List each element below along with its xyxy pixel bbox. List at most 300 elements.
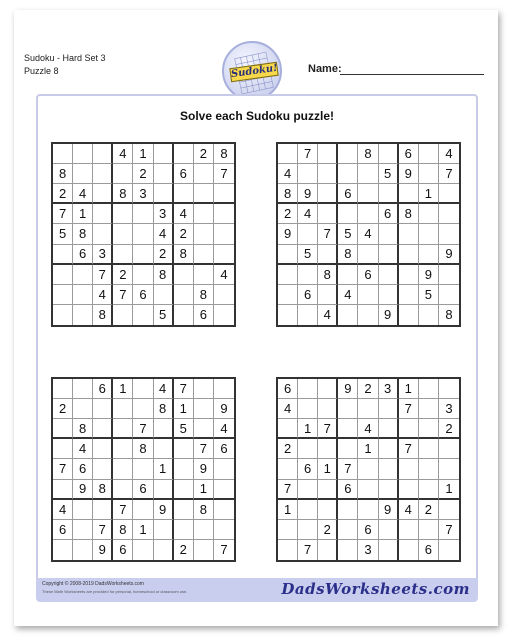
sudoku-cell[interactable] bbox=[214, 245, 234, 265]
sudoku-cell[interactable] bbox=[278, 265, 298, 285]
sudoku-cell[interactable] bbox=[278, 285, 298, 305]
sudoku-cell[interactable]: 5 bbox=[338, 224, 358, 244]
sudoku-cell[interactable] bbox=[214, 285, 234, 305]
sudoku-cell[interactable] bbox=[113, 245, 133, 265]
sudoku-cell[interactable] bbox=[379, 540, 399, 560]
sudoku-cell[interactable] bbox=[214, 500, 234, 520]
sudoku-cell[interactable] bbox=[214, 520, 234, 540]
sudoku-cell[interactable] bbox=[154, 520, 174, 540]
sudoku-cell[interactable] bbox=[278, 245, 298, 265]
sudoku-cell[interactable] bbox=[379, 285, 399, 305]
sudoku-cell[interactable] bbox=[133, 379, 153, 399]
sudoku-cell[interactable] bbox=[439, 500, 459, 520]
sudoku-cell[interactable] bbox=[113, 419, 133, 439]
sudoku-cell[interactable]: 3 bbox=[439, 399, 459, 419]
sudoku-cell[interactable] bbox=[358, 459, 378, 479]
sudoku-cell[interactable]: 8 bbox=[194, 285, 214, 305]
sudoku-cell[interactable] bbox=[379, 184, 399, 204]
sudoku-cell[interactable] bbox=[278, 419, 298, 439]
sudoku-cell[interactable] bbox=[154, 285, 174, 305]
sudoku-cell[interactable]: 5 bbox=[154, 305, 174, 325]
sudoku-cell[interactable]: 8 bbox=[133, 439, 153, 459]
sudoku-cell[interactable] bbox=[419, 419, 439, 439]
sudoku-cell[interactable]: 8 bbox=[174, 245, 194, 265]
sudoku-cell[interactable] bbox=[338, 500, 358, 520]
sudoku-cell[interactable] bbox=[113, 224, 133, 244]
sudoku-cell[interactable] bbox=[93, 419, 113, 439]
sudoku-cell[interactable] bbox=[318, 439, 338, 459]
sudoku-cell[interactable]: 2 bbox=[53, 399, 73, 419]
sudoku-cell[interactable] bbox=[439, 459, 459, 479]
sudoku-cell[interactable]: 7 bbox=[298, 540, 318, 560]
sudoku-cell[interactable] bbox=[214, 224, 234, 244]
sudoku-cell[interactable]: 6 bbox=[93, 379, 113, 399]
sudoku-cell[interactable]: 8 bbox=[53, 164, 73, 184]
sudoku-cell[interactable] bbox=[399, 540, 419, 560]
sudoku-cell[interactable] bbox=[379, 439, 399, 459]
sudoku-cell[interactable]: 4 bbox=[73, 184, 93, 204]
sudoku-cell[interactable] bbox=[318, 540, 338, 560]
sudoku-cell[interactable] bbox=[194, 419, 214, 439]
sudoku-cell[interactable] bbox=[194, 224, 214, 244]
sudoku-cell[interactable]: 2 bbox=[174, 540, 194, 560]
sudoku-cell[interactable]: 8 bbox=[154, 265, 174, 285]
sudoku-cell[interactable]: 4 bbox=[278, 164, 298, 184]
sudoku-cell[interactable] bbox=[53, 379, 73, 399]
sudoku-cell[interactable]: 7 bbox=[399, 399, 419, 419]
name-line[interactable] bbox=[340, 74, 484, 75]
sudoku-cell[interactable] bbox=[358, 285, 378, 305]
sudoku-cell[interactable] bbox=[73, 164, 93, 184]
sudoku-cell[interactable]: 4 bbox=[278, 399, 298, 419]
sudoku-cell[interactable]: 3 bbox=[93, 245, 113, 265]
sudoku-cell[interactable] bbox=[113, 480, 133, 500]
sudoku-cell[interactable] bbox=[298, 480, 318, 500]
sudoku-cell[interactable] bbox=[174, 500, 194, 520]
sudoku-cell[interactable]: 6 bbox=[399, 144, 419, 164]
sudoku-cell[interactable]: 7 bbox=[113, 500, 133, 520]
sudoku-cell[interactable] bbox=[214, 459, 234, 479]
sudoku-cell[interactable]: 4 bbox=[318, 305, 338, 325]
sudoku-cell[interactable] bbox=[318, 399, 338, 419]
sudoku-cell[interactable]: 1 bbox=[419, 184, 439, 204]
sudoku-cell[interactable]: 2 bbox=[113, 265, 133, 285]
sudoku-cell[interactable] bbox=[53, 305, 73, 325]
sudoku-cell[interactable]: 8 bbox=[93, 305, 113, 325]
sudoku-cell[interactable] bbox=[53, 245, 73, 265]
sudoku-cell[interactable] bbox=[113, 459, 133, 479]
sudoku-cell[interactable] bbox=[278, 459, 298, 479]
sudoku-cell[interactable]: 4 bbox=[298, 204, 318, 224]
sudoku-cell[interactable]: 8 bbox=[154, 399, 174, 419]
sudoku-cell[interactable]: 8 bbox=[399, 204, 419, 224]
sudoku-cell[interactable]: 1 bbox=[399, 379, 419, 399]
sudoku-cell[interactable] bbox=[154, 480, 174, 500]
sudoku-cell[interactable] bbox=[133, 399, 153, 419]
sudoku-cell[interactable]: 2 bbox=[439, 419, 459, 439]
sudoku-cell[interactable] bbox=[298, 224, 318, 244]
sudoku-cell[interactable] bbox=[214, 204, 234, 224]
sudoku-cell[interactable]: 3 bbox=[154, 204, 174, 224]
sudoku-cell[interactable]: 9 bbox=[278, 224, 298, 244]
sudoku-cell[interactable]: 7 bbox=[220, 542, 228, 558]
sudoku-cell[interactable] bbox=[358, 204, 378, 224]
sudoku-cell[interactable]: 7 bbox=[93, 265, 113, 285]
sudoku-cell[interactable] bbox=[73, 285, 93, 305]
sudoku-cell[interactable] bbox=[338, 164, 358, 184]
sudoku-cell[interactable] bbox=[133, 245, 153, 265]
sudoku-cell[interactable]: 1 bbox=[439, 480, 459, 500]
sudoku-cell[interactable] bbox=[358, 184, 378, 204]
sudoku-cell[interactable] bbox=[298, 439, 318, 459]
sudoku-cell[interactable] bbox=[133, 204, 153, 224]
sudoku-cell[interactable] bbox=[194, 399, 214, 419]
sudoku-cell[interactable] bbox=[194, 245, 214, 265]
sudoku-cell[interactable] bbox=[214, 379, 234, 399]
sudoku-cell[interactable] bbox=[419, 144, 439, 164]
sudoku-cell[interactable] bbox=[133, 224, 153, 244]
sudoku-cell[interactable] bbox=[379, 520, 399, 540]
sudoku-cell[interactable] bbox=[154, 540, 174, 560]
sudoku-cell[interactable]: 8 bbox=[278, 184, 298, 204]
sudoku-cell[interactable] bbox=[338, 540, 358, 560]
sudoku-cell[interactable]: 4 bbox=[113, 144, 133, 164]
sudoku-cell[interactable] bbox=[73, 379, 93, 399]
sudoku-cell[interactable] bbox=[93, 224, 113, 244]
sudoku-cell[interactable] bbox=[214, 305, 234, 325]
sudoku-cell[interactable]: 9 bbox=[214, 399, 234, 419]
sudoku-cell[interactable] bbox=[298, 305, 318, 325]
sudoku-cell[interactable] bbox=[379, 265, 399, 285]
sudoku-cell[interactable] bbox=[439, 379, 459, 399]
sudoku-cell[interactable] bbox=[379, 224, 399, 244]
sudoku-cell[interactable]: 1 bbox=[194, 480, 214, 500]
sudoku-cell[interactable] bbox=[53, 265, 73, 285]
sudoku-cell[interactable] bbox=[338, 520, 358, 540]
sudoku-cell[interactable]: 9 bbox=[338, 379, 358, 399]
sudoku-cell[interactable] bbox=[73, 305, 93, 325]
sudoku-cell[interactable]: 7 bbox=[338, 459, 358, 479]
sudoku-cell[interactable]: 4 bbox=[358, 224, 378, 244]
sudoku-cell[interactable]: 9 bbox=[154, 500, 174, 520]
sudoku-cell[interactable] bbox=[214, 480, 234, 500]
sudoku-cell[interactable] bbox=[113, 399, 133, 419]
sudoku-cell[interactable]: 6 bbox=[174, 164, 194, 184]
sudoku-cell[interactable]: 1 bbox=[298, 419, 318, 439]
sudoku-cell[interactable]: 1 bbox=[174, 399, 194, 419]
sudoku-cell[interactable]: 4 bbox=[399, 500, 419, 520]
sudoku-cell[interactable] bbox=[174, 184, 194, 204]
sudoku-cell[interactable]: 4 bbox=[338, 285, 358, 305]
sudoku-cell[interactable] bbox=[298, 399, 318, 419]
sudoku-cell[interactable] bbox=[53, 540, 73, 560]
sudoku-cell[interactable]: 6 bbox=[214, 439, 234, 459]
sudoku-cell[interactable] bbox=[318, 285, 338, 305]
sudoku-cell[interactable]: 6 bbox=[379, 204, 399, 224]
sudoku-cell[interactable] bbox=[419, 245, 439, 265]
sudoku-cell[interactable] bbox=[194, 520, 214, 540]
sudoku-cell[interactable] bbox=[318, 245, 338, 265]
sudoku-cell[interactable] bbox=[133, 459, 153, 479]
sudoku-cell[interactable]: 1 bbox=[113, 379, 133, 399]
sudoku-cell[interactable] bbox=[399, 224, 419, 244]
sudoku-cell[interactable] bbox=[93, 144, 113, 164]
sudoku-cell[interactable]: 7 bbox=[439, 164, 459, 184]
sudoku-cell[interactable]: 6 bbox=[53, 520, 73, 540]
sudoku-cell[interactable] bbox=[93, 439, 113, 459]
sudoku-cell[interactable]: 1 bbox=[133, 144, 153, 164]
sudoku-cell[interactable] bbox=[174, 144, 194, 164]
sudoku-cell[interactable]: 8 bbox=[113, 520, 133, 540]
sudoku-cell[interactable]: 6 bbox=[358, 520, 378, 540]
sudoku-cell[interactable] bbox=[379, 144, 399, 164]
sudoku-cell[interactable]: 7 bbox=[318, 419, 338, 439]
sudoku-cell[interactable]: 2 bbox=[318, 520, 338, 540]
sudoku-cell[interactable] bbox=[194, 379, 214, 399]
sudoku-cell[interactable] bbox=[53, 480, 73, 500]
sudoku-cell[interactable] bbox=[154, 419, 174, 439]
sudoku-cell[interactable] bbox=[399, 459, 419, 479]
sudoku-cell[interactable]: 2 bbox=[358, 379, 378, 399]
sudoku-cell[interactable]: 2 bbox=[278, 439, 298, 459]
sudoku-cell[interactable]: 8 bbox=[194, 500, 214, 520]
sudoku-cell[interactable]: 7 bbox=[278, 480, 298, 500]
sudoku-cell[interactable]: 7 bbox=[194, 439, 214, 459]
sudoku-cell[interactable] bbox=[174, 439, 194, 459]
sudoku-cell[interactable]: 1 bbox=[358, 439, 378, 459]
sudoku-cell[interactable]: 9 bbox=[93, 540, 113, 560]
sudoku-cell[interactable] bbox=[399, 265, 419, 285]
sudoku-cell[interactable] bbox=[93, 500, 113, 520]
sudoku-cell[interactable]: 8 bbox=[358, 144, 378, 164]
sudoku-cell[interactable]: 9 bbox=[419, 265, 439, 285]
sudoku-cell[interactable] bbox=[419, 399, 439, 419]
sudoku-cell[interactable]: 2 bbox=[154, 245, 174, 265]
sudoku-cell[interactable]: 7 bbox=[399, 439, 419, 459]
sudoku-cell[interactable]: 1 bbox=[318, 459, 338, 479]
sudoku-cell[interactable] bbox=[318, 144, 338, 164]
sudoku-cell[interactable]: 3 bbox=[358, 540, 378, 560]
sudoku-cell[interactable] bbox=[379, 480, 399, 500]
sudoku-cell[interactable] bbox=[439, 184, 459, 204]
sudoku-cell[interactable] bbox=[298, 520, 318, 540]
sudoku-cell[interactable]: 7 bbox=[113, 285, 133, 305]
sudoku-cell[interactable] bbox=[399, 184, 419, 204]
sudoku-cell[interactable] bbox=[53, 285, 73, 305]
sudoku-cell[interactable] bbox=[133, 500, 153, 520]
sudoku-cell[interactable]: 4 bbox=[214, 265, 234, 285]
sudoku-cell[interactable] bbox=[358, 164, 378, 184]
sudoku-cell[interactable] bbox=[318, 379, 338, 399]
sudoku-cell[interactable]: 8 bbox=[214, 144, 234, 164]
sudoku-cell[interactable] bbox=[298, 500, 318, 520]
sudoku-cell[interactable] bbox=[439, 285, 459, 305]
sudoku-cell[interactable]: 8 bbox=[113, 184, 133, 204]
sudoku-cell[interactable] bbox=[73, 520, 93, 540]
sudoku-cell[interactable] bbox=[399, 245, 419, 265]
sudoku-cell[interactable] bbox=[174, 285, 194, 305]
sudoku-cell[interactable]: 4 bbox=[93, 285, 113, 305]
sudoku-cell[interactable] bbox=[358, 305, 378, 325]
sudoku-cell[interactable]: 6 bbox=[278, 379, 298, 399]
sudoku-cell[interactable] bbox=[93, 459, 113, 479]
sudoku-cell[interactable]: 7 bbox=[53, 459, 73, 479]
sudoku-cell[interactable]: 4 bbox=[73, 439, 93, 459]
sudoku-cell[interactable] bbox=[318, 204, 338, 224]
sudoku-cell[interactable]: 8 bbox=[93, 480, 113, 500]
sudoku-cell[interactable] bbox=[318, 164, 338, 184]
sudoku-cell[interactable] bbox=[278, 305, 298, 325]
sudoku-cell[interactable] bbox=[439, 439, 459, 459]
sudoku-cell[interactable] bbox=[338, 144, 358, 164]
sudoku-cell[interactable] bbox=[358, 399, 378, 419]
sudoku-cell[interactable]: 2 bbox=[194, 144, 214, 164]
sudoku-cell[interactable] bbox=[53, 144, 73, 164]
sudoku-cell[interactable]: 7 bbox=[439, 520, 459, 540]
sudoku-cell[interactable] bbox=[278, 144, 298, 164]
sudoku-cell[interactable] bbox=[439, 204, 459, 224]
sudoku-cell[interactable]: 8 bbox=[73, 419, 93, 439]
sudoku-cell[interactable] bbox=[419, 379, 439, 399]
sudoku-cell[interactable]: 4 bbox=[358, 419, 378, 439]
sudoku-cell[interactable] bbox=[419, 204, 439, 224]
sudoku-cell[interactable] bbox=[73, 399, 93, 419]
sudoku-cell[interactable]: 1 bbox=[73, 204, 93, 224]
sudoku-cell[interactable] bbox=[379, 419, 399, 439]
sudoku-cell[interactable] bbox=[358, 480, 378, 500]
sudoku-cell[interactable] bbox=[278, 520, 298, 540]
sudoku-cell[interactable] bbox=[73, 540, 93, 560]
sudoku-cell[interactable] bbox=[278, 540, 298, 560]
sudoku-cell[interactable]: 7 bbox=[133, 419, 153, 439]
sudoku-cell[interactable]: 6 bbox=[298, 285, 318, 305]
sudoku-cell[interactable]: 5 bbox=[419, 285, 439, 305]
sudoku-cell[interactable]: 4 bbox=[174, 204, 194, 224]
sudoku-cell[interactable] bbox=[194, 184, 214, 204]
sudoku-cell[interactable]: 8 bbox=[338, 245, 358, 265]
sudoku-cell[interactable] bbox=[419, 164, 439, 184]
sudoku-cell[interactable] bbox=[174, 459, 194, 479]
sudoku-cell[interactable]: 8 bbox=[73, 224, 93, 244]
sudoku-cell[interactable] bbox=[439, 540, 459, 560]
sudoku-cell[interactable] bbox=[214, 184, 234, 204]
sudoku-cell[interactable]: 7 bbox=[298, 144, 318, 164]
sudoku-cell[interactable]: 9 bbox=[73, 480, 93, 500]
sudoku-cell[interactable]: 9 bbox=[194, 459, 214, 479]
sudoku-cell[interactable] bbox=[194, 540, 214, 560]
sudoku-cell[interactable] bbox=[73, 265, 93, 285]
sudoku-cell[interactable] bbox=[379, 245, 399, 265]
sudoku-cell[interactable] bbox=[298, 379, 318, 399]
sudoku-cell[interactable]: 5 bbox=[174, 419, 194, 439]
sudoku-cell[interactable] bbox=[399, 480, 419, 500]
sudoku-cell[interactable] bbox=[419, 439, 439, 459]
sudoku-cell[interactable] bbox=[93, 399, 113, 419]
sudoku-cell[interactable] bbox=[338, 439, 358, 459]
sudoku-cell[interactable]: 3 bbox=[379, 379, 399, 399]
sudoku-cell[interactable]: 1 bbox=[133, 520, 153, 540]
sudoku-cell[interactable]: 5 bbox=[53, 224, 73, 244]
sudoku-cell[interactable] bbox=[133, 540, 153, 560]
sudoku-cell[interactable] bbox=[338, 419, 358, 439]
sudoku-cell[interactable] bbox=[53, 439, 73, 459]
sudoku-cell[interactable] bbox=[73, 144, 93, 164]
sudoku-cell[interactable] bbox=[338, 305, 358, 325]
sudoku-cell[interactable] bbox=[113, 439, 133, 459]
sudoku-cell[interactable]: 5 bbox=[298, 245, 318, 265]
sudoku-cell[interactable]: 5 bbox=[379, 164, 399, 184]
sudoku-cell[interactable] bbox=[53, 419, 73, 439]
sudoku-cell[interactable] bbox=[154, 184, 174, 204]
sudoku-cell[interactable] bbox=[93, 164, 113, 184]
sudoku-cell[interactable] bbox=[133, 265, 153, 285]
sudoku-cell[interactable]: 6 bbox=[358, 265, 378, 285]
sudoku-cell[interactable]: 3 bbox=[133, 184, 153, 204]
sudoku-cell[interactable] bbox=[73, 500, 93, 520]
sudoku-cell[interactable]: 7 bbox=[53, 204, 73, 224]
sudoku-cell[interactable] bbox=[399, 305, 419, 325]
sudoku-cell[interactable] bbox=[338, 204, 358, 224]
sudoku-cell[interactable]: 9 bbox=[379, 500, 399, 520]
sudoku-cell[interactable] bbox=[133, 305, 153, 325]
sudoku-cell[interactable]: 2 bbox=[419, 500, 439, 520]
sudoku-cell[interactable]: 8 bbox=[445, 307, 453, 323]
sudoku-cell[interactable] bbox=[154, 144, 174, 164]
sudoku-cell[interactable]: 6 bbox=[113, 540, 133, 560]
sudoku-cell[interactable]: 8 bbox=[318, 265, 338, 285]
sudoku-cell[interactable]: 7 bbox=[318, 224, 338, 244]
sudoku-cell[interactable] bbox=[419, 305, 439, 325]
sudoku-cell[interactable] bbox=[194, 164, 214, 184]
sudoku-cell[interactable] bbox=[399, 419, 419, 439]
sudoku-cell[interactable] bbox=[174, 265, 194, 285]
sudoku-cell[interactable] bbox=[154, 439, 174, 459]
sudoku-cell[interactable]: 4 bbox=[154, 224, 174, 244]
sudoku-cell[interactable] bbox=[174, 520, 194, 540]
sudoku-cell[interactable] bbox=[358, 245, 378, 265]
sudoku-cell[interactable]: 9 bbox=[399, 164, 419, 184]
sudoku-cell[interactable]: 4 bbox=[53, 500, 73, 520]
sudoku-cell[interactable] bbox=[399, 285, 419, 305]
sudoku-cell[interactable]: 7 bbox=[214, 164, 234, 184]
sudoku-cell[interactable] bbox=[93, 184, 113, 204]
sudoku-cell[interactable] bbox=[419, 480, 439, 500]
sudoku-cell[interactable] bbox=[419, 520, 439, 540]
sudoku-cell[interactable]: 6 bbox=[133, 480, 153, 500]
sudoku-cell[interactable]: 2 bbox=[174, 224, 194, 244]
sudoku-cell[interactable] bbox=[93, 204, 113, 224]
sudoku-cell[interactable] bbox=[439, 265, 459, 285]
sudoku-cell[interactable] bbox=[318, 184, 338, 204]
sudoku-cell[interactable] bbox=[174, 480, 194, 500]
sudoku-cell[interactable] bbox=[379, 459, 399, 479]
sudoku-cell[interactable]: 6 bbox=[338, 480, 358, 500]
sudoku-cell[interactable] bbox=[338, 399, 358, 419]
sudoku-cell[interactable]: 1 bbox=[154, 459, 174, 479]
sudoku-cell[interactable]: 4 bbox=[439, 144, 459, 164]
sudoku-cell[interactable]: 4 bbox=[214, 419, 234, 439]
sudoku-cell[interactable]: 6 bbox=[194, 305, 214, 325]
sudoku-cell[interactable] bbox=[419, 224, 439, 244]
sudoku-cell[interactable]: 7 bbox=[174, 379, 194, 399]
sudoku-cell[interactable] bbox=[154, 164, 174, 184]
sudoku-cell[interactable] bbox=[113, 164, 133, 184]
sudoku-cell[interactable]: 6 bbox=[338, 184, 358, 204]
sudoku-cell[interactable] bbox=[338, 265, 358, 285]
sudoku-cell[interactable]: 6 bbox=[419, 540, 439, 560]
sudoku-cell[interactable] bbox=[174, 305, 194, 325]
sudoku-cell[interactable]: 2 bbox=[53, 184, 73, 204]
